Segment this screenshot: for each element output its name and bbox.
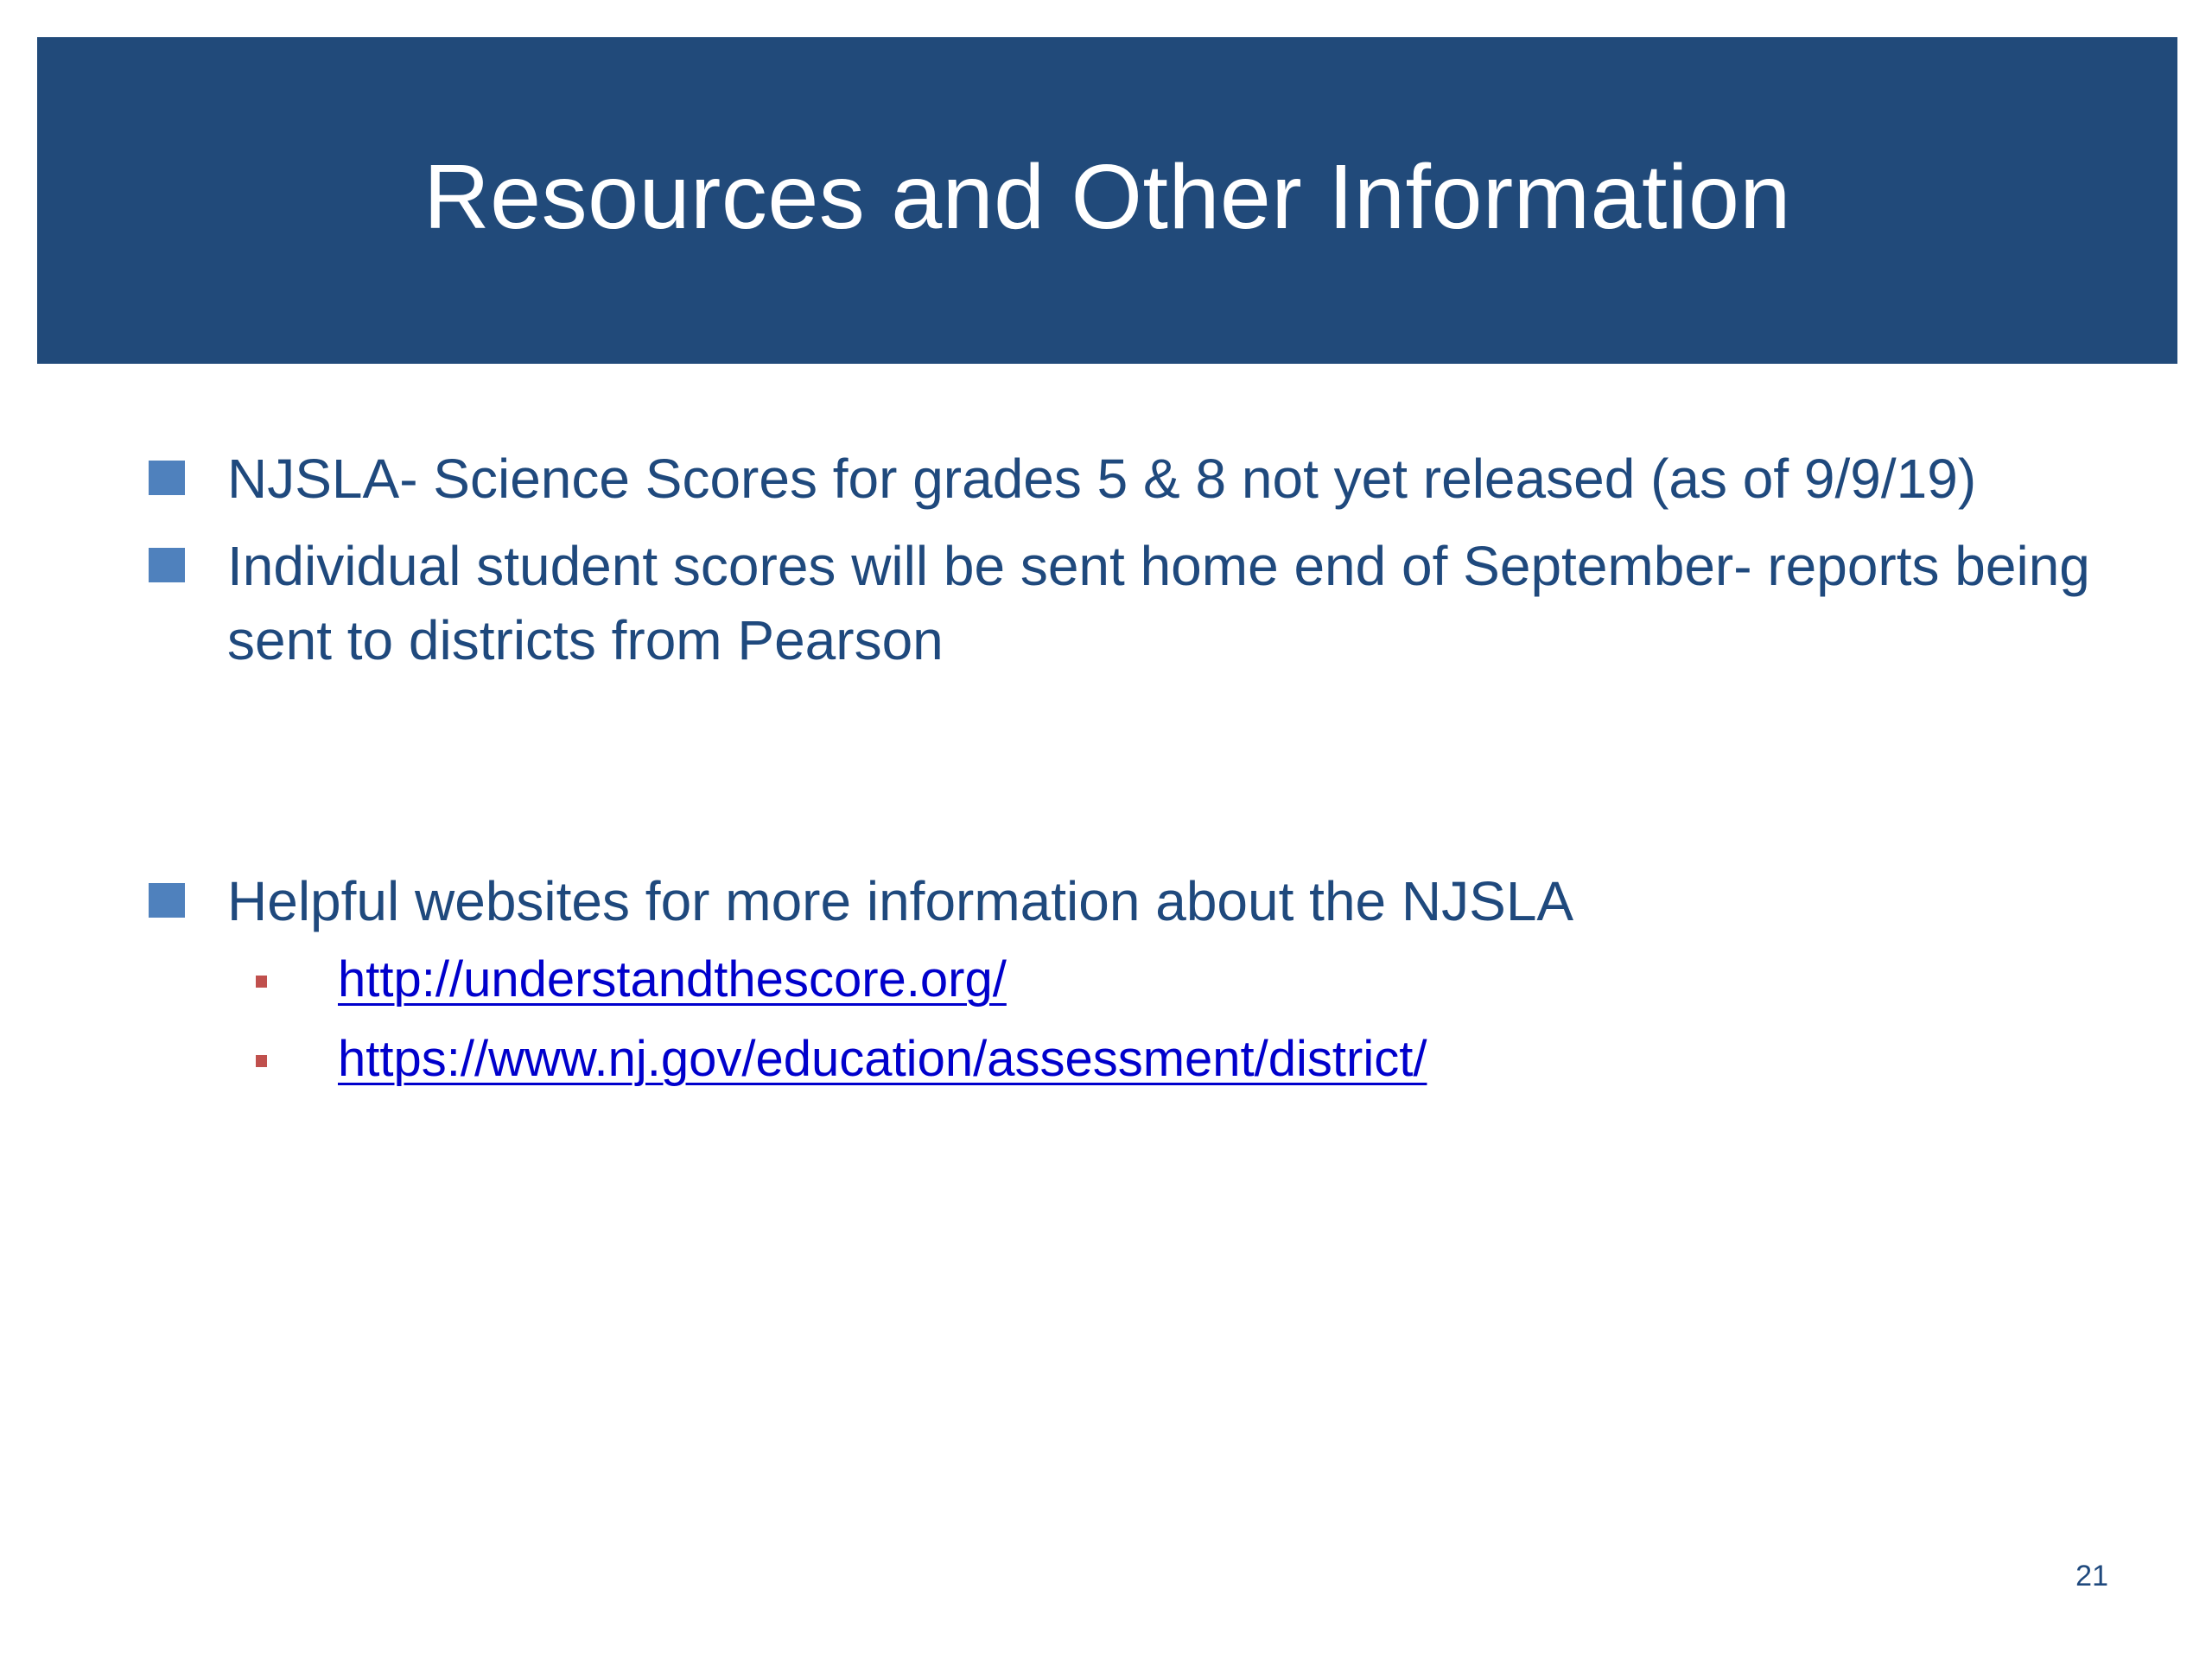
small-square-bullet-icon [256,976,267,988]
title-bar [37,37,2177,364]
square-bullet-icon [149,883,185,918]
bullet-text: Individual student scores will be sent home end of September- reports being sent to districts from Pearson [227,535,2090,671]
nj-gov-assessment-link[interactable]: https://www.nj.gov/education/assessment/district/ [338,1031,1427,1087]
square-bullet-icon [149,548,185,582]
slide-title: Resources and Other Information [423,145,1791,248]
small-square-bullet-icon [256,1055,267,1067]
understandthescore-link[interactable]: http://understandthescore.org/ [338,951,1007,1007]
square-bullet-icon [149,461,185,495]
page-number: 21 [2075,1560,2108,1592]
bullet-text: Helpful websites for more information about the NJSLA [227,870,1574,932]
bullet-text: NJSLA- Science Scores for grades 5 & 8 not yet released (as of 9/9/19) [227,448,1977,510]
